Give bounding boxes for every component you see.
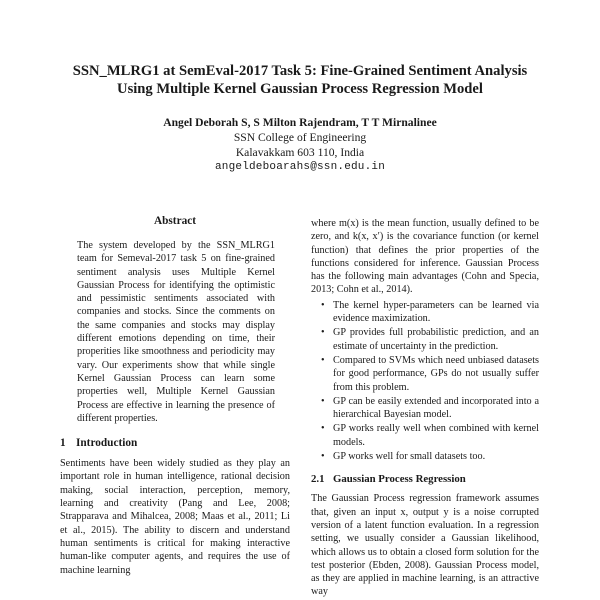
list-item: • The kernel hyper-parameters can be learned via evidence maximization. [321,299,539,325]
author-affiliation: SSN College of Engineering [233,131,367,144]
list-item: • GP provides full probabilistic prediction, and an estimate of uncertainty in the prediction. [321,327,539,352]
gp-definition-text: where m(x) is the mean function, usually defined to be zero, and k(x, x′) is the covariance function (or kernel function) that defines the prior properties of the functions considered for inference. Gaussian Process has the following main advantages (Cohn and Specia, 2013; Cohn et al., 2014). [311,218,539,296]
left-column [60,214,290,577]
section-heading-introduction [60,436,290,450]
abstract-heading: Abstract [153,215,197,227]
bullet-icon: • [321,354,325,366]
gp-advantages-list [311,299,539,464]
abstract-text: The system developed by the SSN_MLRG1 team for Semeval-2017 task 5 on fine-grained sentiment analysis uses Multiple Kernel Gaussian Process for identifying the optimistic and pessimistic sentiments associated with companies and stocks. Since the comments on the same companies and stocks may display different emotions depending on time, their properities like smoothness and periodicity may vary. Our experiments show that while single Kernel Gaussian Process can learn some properties well, Multiple Kernel Gaussian Process are effective in learning the presence of different properties. [77,240,275,424]
gp-regression-text: The Gaussian Process regression framework assumes that, given an input x, output y is a noise corrupted version of a latent function evaluation. In a regression setting, we usually consider a Gaussian likelihood, which allows us to obtain a closed form solution for the test posterior (Ebden, 2008). Gaussian Process model, as they are applied in machine learning, is an attractive way [311,493,539,598]
paper-title-line-1: SSN_MLRG1 at SemEval-2017 Task 5: Fine-Grained Sentiment Analysis [72,63,528,79]
right-column [311,214,539,599]
bullet-icon: • [321,423,325,435]
section-number: 1 [60,437,66,450]
bullet-icon: • [321,451,325,463]
introduction-text: Sentiments have been widely studied as they play an important role in human intelligence, rational decision making, social interaction, perception, memory, learning and creativity (Pang and Lee, 2008; Strapparava and Mihalcea, 2008; Maas et al., 2011; Li et al., 2015). The ability to discern and understand human sentiments is critical for making interactive human-like computer agents, and requires the use of machine learning [60,458,290,576]
author-block [40,115,560,175]
author-email: angeldeboarahs@ssn.edu.in [214,161,386,173]
author-location: Kalavakkam 603 110, India [235,146,365,159]
list-item: • Compared to SVMs which need unbiased datasets for good performance, GPs do not usually suffer from this problem. [321,354,539,393]
list-item: • GP can be easily extended and incorporated into a hierarchical Bayesian model. [321,395,539,421]
subsection-heading-gp-regression [311,473,539,486]
author-names: Angel Deborah S, S Milton Rajendram, T T Mirnalinee [163,116,437,129]
bullet-icon: • [321,327,325,339]
section-title: Introduction [76,437,138,450]
subsection-title: Gaussian Process Regression [333,473,466,486]
paper-title-line-2: Using Multiple Kernel Gaussian Process Regression Model [117,81,483,97]
bullet-icon: • [321,395,325,407]
subsection-number: 2.1 [311,473,325,486]
list-item: • GP works really well when combined with kernel models. [321,423,539,448]
bullet-icon: • [321,299,325,311]
list-item: • GP works well for small datasets too. [321,451,486,463]
